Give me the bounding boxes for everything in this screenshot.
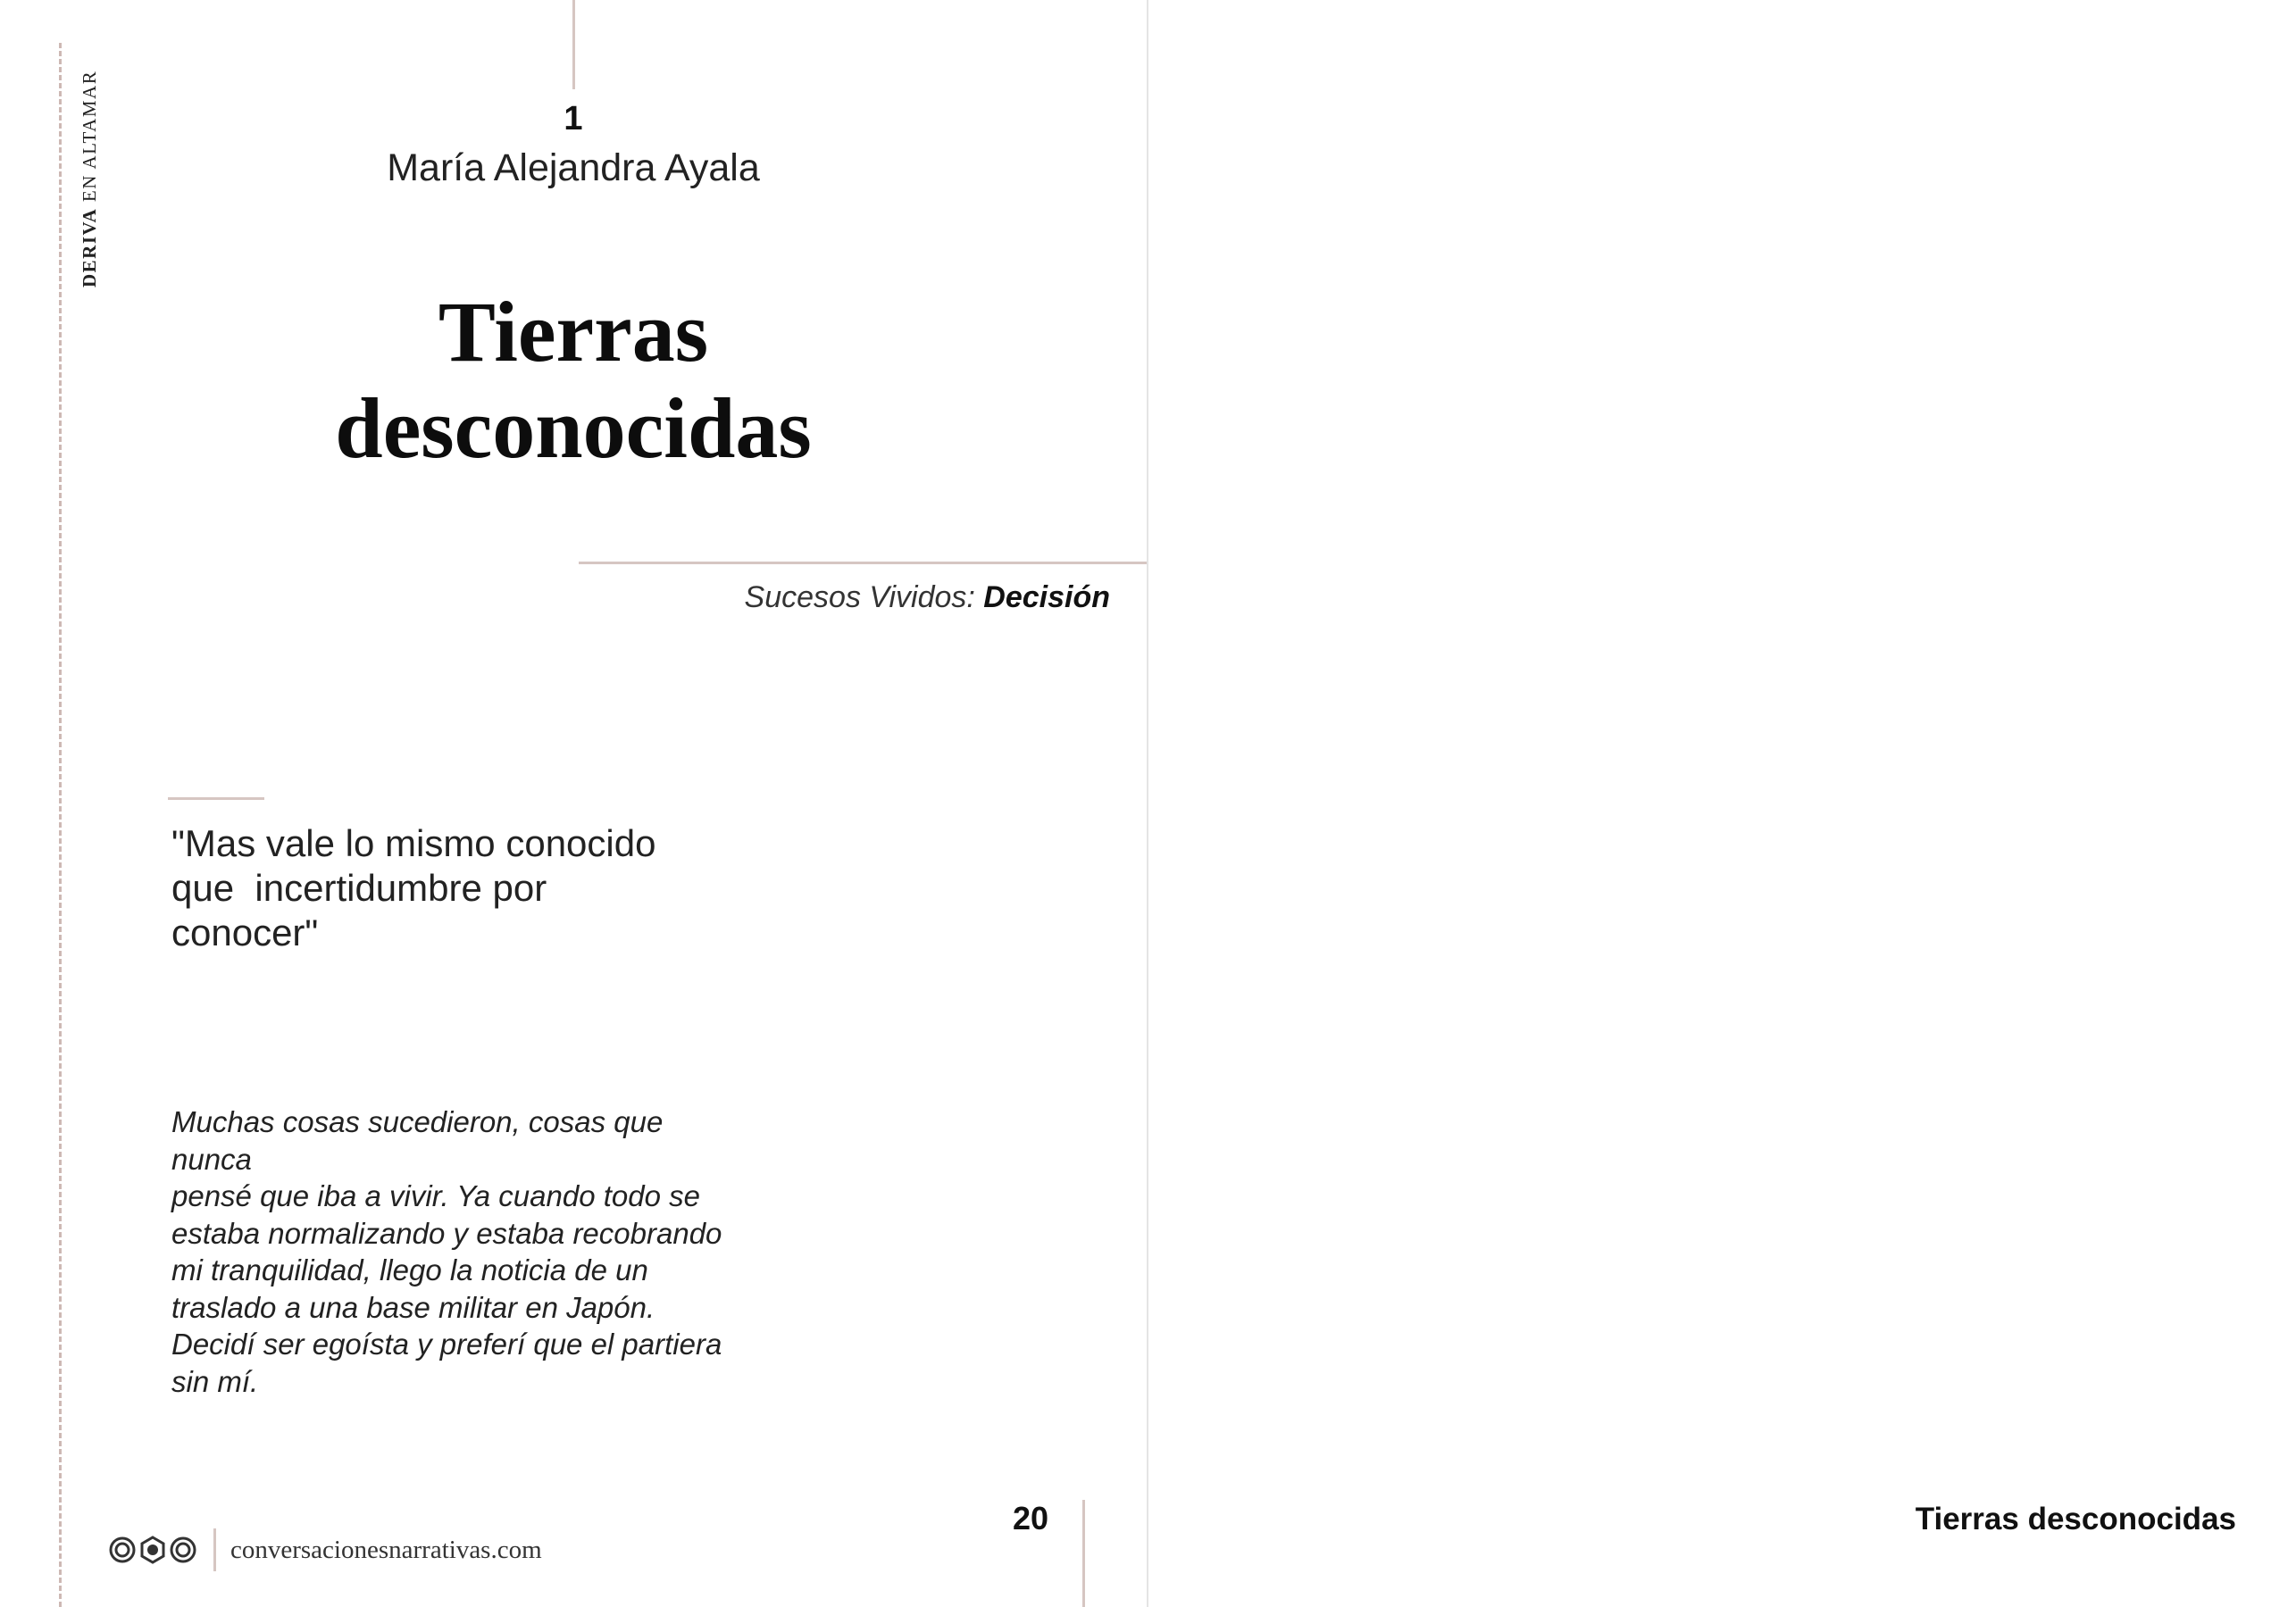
- running-title: Tierras desconocidas: [1915, 1502, 2236, 1536]
- magazine-name-bold: DERIVA: [79, 207, 100, 287]
- body-line: mi tranquilidad, llego la noticia de un: [171, 1253, 648, 1286]
- title-divider: [579, 562, 1147, 564]
- share-alike-icon: [169, 1536, 197, 1564]
- section-name: Decisión: [983, 580, 1110, 614]
- body-line: Decidí ser egoísta y preferí que el partiera: [171, 1328, 722, 1361]
- website-link[interactable]: conversacionesnarrativas.com: [230, 1535, 542, 1564]
- footer: [108, 1530, 542, 1570]
- body-paragraph: [171, 1103, 743, 1400]
- article-title-line: Tierras: [438, 284, 709, 379]
- section-prefix: Sucesos Vividos:: [744, 580, 984, 614]
- footer-divider: [213, 1528, 216, 1571]
- attribution-icon: [138, 1536, 167, 1564]
- article-title-line: desconocidas: [335, 380, 812, 476]
- quote-line: "Mas vale lo mismo conocido: [171, 822, 656, 864]
- article-title: [0, 284, 1147, 477]
- body-line: sin mí.: [171, 1364, 259, 1398]
- margin-dashed-rule: [59, 43, 62, 1607]
- author-name: María Alejandra Ayala: [387, 146, 760, 189]
- body-line: pensé que iba a vivir. Ya cuando todo se: [171, 1179, 700, 1212]
- quote-line: que incertidumbre por: [171, 867, 547, 909]
- right-page: [1148, 0, 2296, 1607]
- left-page: [0, 0, 1147, 1607]
- chapter-number: 1: [564, 100, 583, 137]
- quote-divider: [168, 797, 264, 800]
- body-line: Muchas cosas sucedieron, cosas que nunca: [171, 1105, 664, 1176]
- license-icons: [108, 1536, 197, 1564]
- creative-commons-icon: [108, 1536, 137, 1564]
- pull-quote: [171, 821, 725, 955]
- magazine-name-rest: EN ALTAMAR: [79, 70, 100, 208]
- page-number: 20: [1013, 1500, 1049, 1536]
- section-label: [745, 580, 1110, 615]
- body-line: traslado a una base militar en Japón.: [171, 1290, 655, 1324]
- page-number-divider: [1082, 1500, 1085, 1607]
- top-divider: [572, 0, 575, 89]
- quote-line: conocer": [171, 912, 319, 953]
- body-line: estaba normalizando y estaba recobrando: [171, 1216, 722, 1250]
